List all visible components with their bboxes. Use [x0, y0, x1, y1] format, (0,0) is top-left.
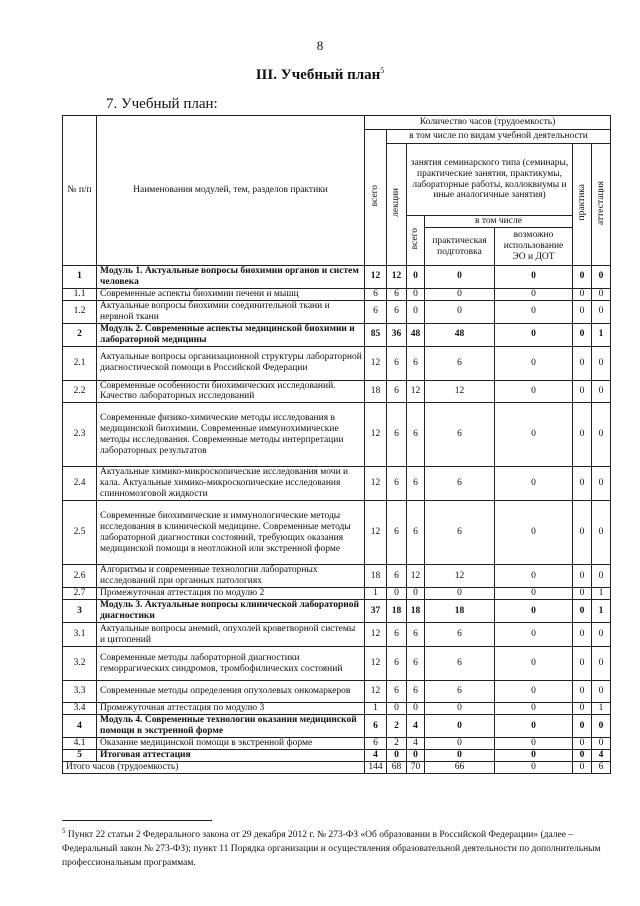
table-row	[63, 300, 611, 323]
cell-total: 1	[365, 588, 387, 600]
row-number: 2	[63, 323, 97, 346]
cell-prac: 0	[573, 300, 592, 323]
row-name: Современные аспекты биохимии печени и мышц	[97, 288, 365, 300]
cell-pp: 0	[425, 288, 495, 300]
cell-lect: 0	[387, 703, 407, 715]
header-lectures: лекции	[387, 144, 407, 266]
cell-lect: 6	[387, 300, 407, 323]
cell-eo: 0	[495, 588, 573, 600]
cell-sem: 6	[407, 346, 425, 380]
header-distance: возможно использование ЭО и ДОТ	[495, 228, 573, 266]
table-row	[63, 565, 611, 588]
cell-eo: 0	[495, 647, 573, 681]
cell-lect: 6	[387, 647, 407, 681]
cell-total: 12	[365, 623, 387, 647]
row-number: 3.2	[63, 647, 97, 681]
cell-att: 0	[592, 623, 611, 647]
cell-att: 0	[592, 737, 611, 749]
cell-prac: 0	[573, 346, 592, 380]
total-row	[63, 761, 611, 773]
cell-lect: 2	[387, 737, 407, 749]
cell-lect: 6	[387, 467, 407, 501]
row-name: Современные методы лабораторной диагностики геморрагических синдромов, тромбофилических состояний	[97, 647, 365, 681]
cell-att: 0	[592, 501, 611, 565]
cell-prac: 0	[573, 467, 592, 501]
cell-prac: 0	[573, 588, 592, 600]
cell-lect: 6	[387, 623, 407, 647]
cell-sem: 6	[407, 681, 425, 703]
cell-pp: 0	[425, 749, 495, 761]
cell-total: 4	[365, 749, 387, 761]
cell-sem: 6	[407, 467, 425, 501]
cell-prac: 0	[573, 737, 592, 749]
row-name: Модуль 2. Современные аспекты медицинской биохимии и лабораторной медицины	[97, 323, 365, 346]
total-cell-eo: 0	[495, 761, 573, 773]
cell-att: 1	[592, 600, 611, 623]
header-total: всего	[365, 130, 387, 266]
cell-sem: 6	[407, 501, 425, 565]
cell-att: 0	[592, 681, 611, 703]
header-num: № п/п	[63, 116, 97, 266]
header-practical-training: практическая подготовка	[425, 228, 495, 266]
row-number: 3.3	[63, 681, 97, 703]
total-cell-total: 144	[365, 761, 387, 773]
cell-att: 0	[592, 380, 611, 403]
row-number: 2.3	[63, 403, 97, 467]
cell-lect: 18	[387, 600, 407, 623]
cell-lect: 36	[387, 323, 407, 346]
cell-total: 6	[365, 715, 387, 738]
cell-prac: 0	[573, 600, 592, 623]
row-name: Актуальные вопросы биохимии соединительной ткани и нервной ткани	[97, 300, 365, 323]
cell-sem: 6	[407, 403, 425, 467]
table-row	[63, 467, 611, 501]
cell-sem: 0	[407, 703, 425, 715]
cell-prac: 0	[573, 703, 592, 715]
cell-sem: 0	[407, 300, 425, 323]
table-row	[63, 623, 611, 647]
cell-prac: 0	[573, 266, 592, 289]
cell-pp: 0	[425, 715, 495, 738]
module-row	[63, 715, 611, 738]
cell-lect: 12	[387, 266, 407, 289]
total-label: Итого часов (трудоемкость)	[63, 761, 365, 773]
module-row	[63, 323, 611, 346]
cell-eo: 0	[495, 715, 573, 738]
total-cell-pp: 66	[425, 761, 495, 773]
row-name: Современные методы определения опухолевых онкомаркеров	[97, 681, 365, 703]
header-sem-total: всего	[407, 216, 425, 266]
cell-lect: 0	[387, 749, 407, 761]
cell-pp: 6	[425, 647, 495, 681]
row-number: 3.4	[63, 703, 97, 715]
row-number: 5	[63, 749, 97, 761]
cell-total: 12	[365, 467, 387, 501]
cell-prac: 0	[573, 715, 592, 738]
cell-pp: 0	[425, 300, 495, 323]
cell-sem: 6	[407, 623, 425, 647]
cell-att: 4	[592, 749, 611, 761]
cell-att: 1	[592, 703, 611, 715]
cell-sem: 0	[407, 749, 425, 761]
row-number: 1.1	[63, 288, 97, 300]
total-cell-prac: 0	[573, 761, 592, 773]
cell-eo: 0	[495, 288, 573, 300]
cell-eo: 0	[495, 403, 573, 467]
cell-lect: 2	[387, 715, 407, 738]
sub-title: 7. Учебный план:	[106, 96, 218, 112]
cell-att: 0	[592, 565, 611, 588]
table-row	[63, 346, 611, 380]
cell-prac: 0	[573, 647, 592, 681]
cell-lect: 6	[387, 501, 407, 565]
row-number: 3	[63, 600, 97, 623]
cell-pp: 6	[425, 346, 495, 380]
total-cell-sem: 70	[407, 761, 425, 773]
row-name: Актуальные вопросы организационной структуры лабораторной диагностической помощи в Российской Федерации	[97, 346, 365, 380]
cell-pp: 48	[425, 323, 495, 346]
row-name: Современные биохимические и иммунологические методы исследования в клинической медицине. Современные методы лабораторной диагностики состояний, требующих оказания медицинской помощи в неотложной или экстренной форме	[97, 501, 365, 565]
cell-total: 12	[365, 681, 387, 703]
row-name: Модуль 4. Современные технологии оказания медицинской помощи в экстренной форме	[97, 715, 365, 738]
cell-total: 12	[365, 266, 387, 289]
table-row	[63, 681, 611, 703]
row-name: Модуль 3. Актуальные вопросы клинической лабораторной диагностики	[97, 600, 365, 623]
cell-total: 6	[365, 300, 387, 323]
cell-pp: 18	[425, 600, 495, 623]
cell-eo: 0	[495, 266, 573, 289]
module-row	[63, 266, 611, 289]
row-name: Промежуточная аттестация по модулю 3	[97, 703, 365, 715]
header-attestation: аттестация	[592, 144, 611, 266]
row-number: 2.1	[63, 346, 97, 380]
table-row	[63, 647, 611, 681]
cell-att: 0	[592, 403, 611, 467]
row-name: Современные особенности биохимических исследований. Качество лабораторных исследований	[97, 380, 365, 403]
cell-eo: 0	[495, 346, 573, 380]
header-name: Наименования модулей, тем, разделов практики	[97, 116, 365, 266]
cell-pp: 6	[425, 501, 495, 565]
cell-att: 0	[592, 288, 611, 300]
cell-lect: 6	[387, 681, 407, 703]
section-title-text: III. Учебный план	[255, 67, 381, 83]
cell-att: 0	[592, 266, 611, 289]
total-cell-att: 6	[592, 761, 611, 773]
module-row	[63, 749, 611, 761]
cell-sem: 48	[407, 323, 425, 346]
table-row	[63, 288, 611, 300]
cell-eo: 0	[495, 380, 573, 403]
cell-att: 0	[592, 715, 611, 738]
row-number: 4.1	[63, 737, 97, 749]
footnote-divider	[62, 820, 212, 821]
cell-prac: 0	[573, 288, 592, 300]
cell-lect: 6	[387, 403, 407, 467]
row-number: 2.5	[63, 501, 97, 565]
cell-pp: 12	[425, 565, 495, 588]
row-number: 3.1	[63, 623, 97, 647]
module-row	[63, 600, 611, 623]
cell-total: 6	[365, 288, 387, 300]
cell-eo: 0	[495, 501, 573, 565]
cell-total: 85	[365, 323, 387, 346]
cell-lect: 6	[387, 565, 407, 588]
cell-att: 0	[592, 467, 611, 501]
table-row	[63, 588, 611, 600]
cell-total: 1	[365, 703, 387, 715]
cell-pp: 12	[425, 380, 495, 403]
cell-prac: 0	[573, 681, 592, 703]
cell-pp: 6	[425, 681, 495, 703]
cell-pp: 0	[425, 588, 495, 600]
cell-att: 1	[592, 588, 611, 600]
cell-eo: 0	[495, 703, 573, 715]
total-cell-lect: 68	[387, 761, 407, 773]
cell-prac: 0	[573, 565, 592, 588]
cell-lect: 6	[387, 380, 407, 403]
row-name: Промежуточная аттестация по модулю 2	[97, 588, 365, 600]
cell-sem: 0	[407, 588, 425, 600]
cell-total: 12	[365, 346, 387, 380]
table-row	[63, 737, 611, 749]
footnote-marker: 5	[62, 827, 66, 835]
header-practice: практика	[573, 144, 592, 266]
study-plan-table	[62, 115, 611, 774]
cell-pp: 6	[425, 403, 495, 467]
cell-eo: 0	[495, 300, 573, 323]
cell-pp: 0	[425, 266, 495, 289]
cell-prac: 0	[573, 403, 592, 467]
cell-eo: 0	[495, 623, 573, 647]
row-name: Актуальные химико-микроскопические исследования мочи и кала. Актуальные химико-микроскопические исследования спинномозговой жидкости	[97, 467, 365, 501]
header-seminars: занятия семинарского типа (семинары, практические занятия, практикумы, лабораторные работы, коллоквиумы и иные аналогичные занятия)	[407, 144, 573, 216]
row-name: Современные физико-химические методы исследования в медицинской биохимии. Современные иммунохимические методы исследования. Современные методы интерпретации лабораторных результатов	[97, 403, 365, 467]
cell-sem: 6	[407, 647, 425, 681]
cell-eo: 0	[495, 737, 573, 749]
cell-sem: 0	[407, 266, 425, 289]
cell-eo: 0	[495, 749, 573, 761]
row-name: Алгоритмы и современные технологии лабораторных исследований при органных патологиях	[97, 565, 365, 588]
cell-total: 6	[365, 737, 387, 749]
cell-total: 18	[365, 380, 387, 403]
cell-total: 18	[365, 565, 387, 588]
table-row	[63, 403, 611, 467]
cell-lect: 0	[387, 588, 407, 600]
cell-pp: 0	[425, 703, 495, 715]
table-row	[63, 380, 611, 403]
row-number: 1.2	[63, 300, 97, 323]
cell-pp: 6	[425, 623, 495, 647]
cell-att: 0	[592, 346, 611, 380]
cell-prac: 0	[573, 323, 592, 346]
cell-total: 12	[365, 403, 387, 467]
row-name: Оказание медицинской помощи в экстренной форме	[97, 737, 365, 749]
cell-prac: 0	[573, 501, 592, 565]
header-incl: в том числе	[425, 216, 573, 228]
section-title	[0, 66, 640, 84]
table-row	[63, 703, 611, 715]
cell-pp: 6	[425, 467, 495, 501]
row-name: Актуальные вопросы анемий, опухолей кроветворной системы и цитопений	[97, 623, 365, 647]
cell-lect: 6	[387, 346, 407, 380]
header-hours: Количество часов (трудоемкость)	[365, 116, 611, 130]
cell-sem: 18	[407, 600, 425, 623]
cell-eo: 0	[495, 681, 573, 703]
row-number: 1	[63, 266, 97, 289]
header-incl-types: в том числе по видам учебной деятельности	[387, 130, 611, 144]
row-number: 2.2	[63, 380, 97, 403]
footnote	[62, 826, 614, 870]
row-number: 4	[63, 715, 97, 738]
cell-eo: 0	[495, 565, 573, 588]
cell-sem: 0	[407, 288, 425, 300]
cell-eo: 0	[495, 323, 573, 346]
row-number: 2.6	[63, 565, 97, 588]
cell-total: 12	[365, 647, 387, 681]
cell-eo: 0	[495, 467, 573, 501]
cell-prac: 0	[573, 749, 592, 761]
row-name: Итоговая аттестация	[97, 749, 365, 761]
footnote-ref: 5	[380, 66, 385, 75]
cell-sem: 4	[407, 715, 425, 738]
cell-att: 1	[592, 323, 611, 346]
cell-sem: 12	[407, 565, 425, 588]
row-number: 2.4	[63, 467, 97, 501]
row-number: 2.7	[63, 588, 97, 600]
cell-prac: 0	[573, 380, 592, 403]
cell-eo: 0	[495, 600, 573, 623]
cell-att: 0	[592, 300, 611, 323]
row-name: Модуль 1. Актуальные вопросы биохимии органов и систем человека	[97, 266, 365, 289]
cell-att: 0	[592, 647, 611, 681]
page-number: 8	[316, 38, 324, 53]
table-row	[63, 501, 611, 565]
cell-sem: 12	[407, 380, 425, 403]
cell-pp: 0	[425, 737, 495, 749]
footnote-text: Пункт 22 статьи 2 Федерального закона от 29 декабря 2012 г. № 273-ФЗ «Об образовании в Российской Федерации» (далее – Федеральный закон № 273-ФЗ); пункт 11 Порядка организации и осуществления образовательной деятельности по дополнительным профессиональным программам.	[62, 830, 601, 868]
cell-total: 12	[365, 501, 387, 565]
cell-sem: 4	[407, 737, 425, 749]
cell-lect: 6	[387, 288, 407, 300]
cell-total: 37	[365, 600, 387, 623]
cell-prac: 0	[573, 623, 592, 647]
